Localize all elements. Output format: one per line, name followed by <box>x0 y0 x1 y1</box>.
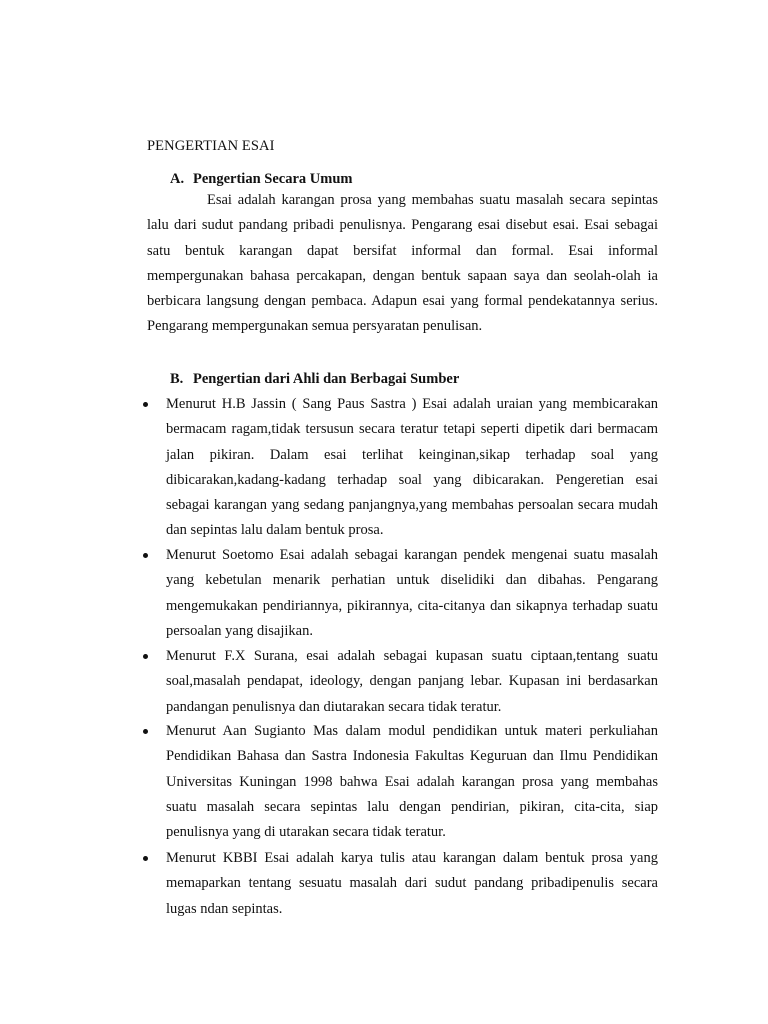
bullet-icon <box>143 856 148 861</box>
bullet-icon <box>143 402 148 407</box>
section-b-marker: B. <box>170 371 184 387</box>
bullet-icon <box>143 729 148 734</box>
list-item <box>166 543 658 644</box>
bullet-icon <box>143 654 148 659</box>
list-item <box>166 392 658 544</box>
document-title: PENGERTIAN ESAI <box>147 138 275 154</box>
section-a-heading-text: Pengertian Secara Umum <box>193 171 353 187</box>
section-b-heading <box>170 370 459 388</box>
list-item <box>166 644 658 720</box>
list-item-text: Menurut Soetomo Esai adalah sebagai karangan pendek mengenai suatu masalah yang kebetulan menarik perhatian untuk diselidiki dan dibahas. Pengarang mengemukakan pendiriannya, pikirannya, cita-citanya dan sikapnya terhadap suatu persoalan yang disajikan. <box>166 547 658 639</box>
section-a-marker: A. <box>170 171 185 187</box>
section-a-heading <box>170 170 352 188</box>
list-item <box>166 846 658 922</box>
list-item-text: Menurut H.B Jassin ( Sang Paus Sastra ) Esai adalah uraian yang membicarakan bermacam ragam,tidak tersusun secara teratur tetapi seperti dipetik dari bermacam jalan pikiran. Dalam esai terlihat keinginan,sikap terhadap soal yang dibicarakan,kadang-kadang terhadap soal yang dibicarakan. Pengeretian esai sebagai karangan yang sedang panjangnya,yang membahas persoalan secara mudah dan sepintas lalu dalam bentuk prosa. <box>166 396 658 539</box>
section-b-heading-text: Pengertian dari Ahli dan Berbagai Sumber <box>193 371 460 387</box>
list-item-text: Menurut Aan Sugianto Mas dalam modul pendidikan untuk materi perkuliahan Pendidikan Bahasa dan Sastra Indonesia Fakultas Keguruan dan Ilmu Pendidikan Universitas Kuningan 1998 bahwa Esai adalah karangan prosa yang membahas suatu masalah secara sepintas lalu dengan pendirian, pikiran, cita-cita, siap penulisnya yang di utarakan secara tidak teratur. <box>166 723 658 841</box>
list-item-text: Menurut KBBI Esai adalah karya tulis atau karangan dalam bentuk prosa yang memaparkan tentang sesuatu masalah dari sudut pandang pribadipenulis secara lugas ndan sepintas. <box>166 850 658 917</box>
bullet-icon <box>143 553 148 558</box>
list-item <box>166 719 658 845</box>
list-item-text: Menurut F.X Surana, esai adalah sebagai kupasan suatu ciptaan,tentang suatu soal,masalah pendapat, ideology, dengan panjang lebar. Kupasan ini berdasarkan pandangan penulisnya dan diutarakan secara tidak teratur. <box>166 648 658 715</box>
section-a-paragraph: Esai adalah karangan prosa yang membahas suatu masalah secara sepintas lalu dari sudut pandang pribadi penulisnya. Pengarang esai disebut esai. Esai sebagai satu bentuk karangan dapat bersifat informal dan formal. Esai informal mempergunakan bahasa percakapan, dengan bentuk sapaan saya dan seolah-olah ia berbicara langsung dengan pembaca. Adapun esai yang formal pendekatannya serius. Pengarang mempergunakan semua persyaratan penulisan. <box>147 192 658 335</box>
